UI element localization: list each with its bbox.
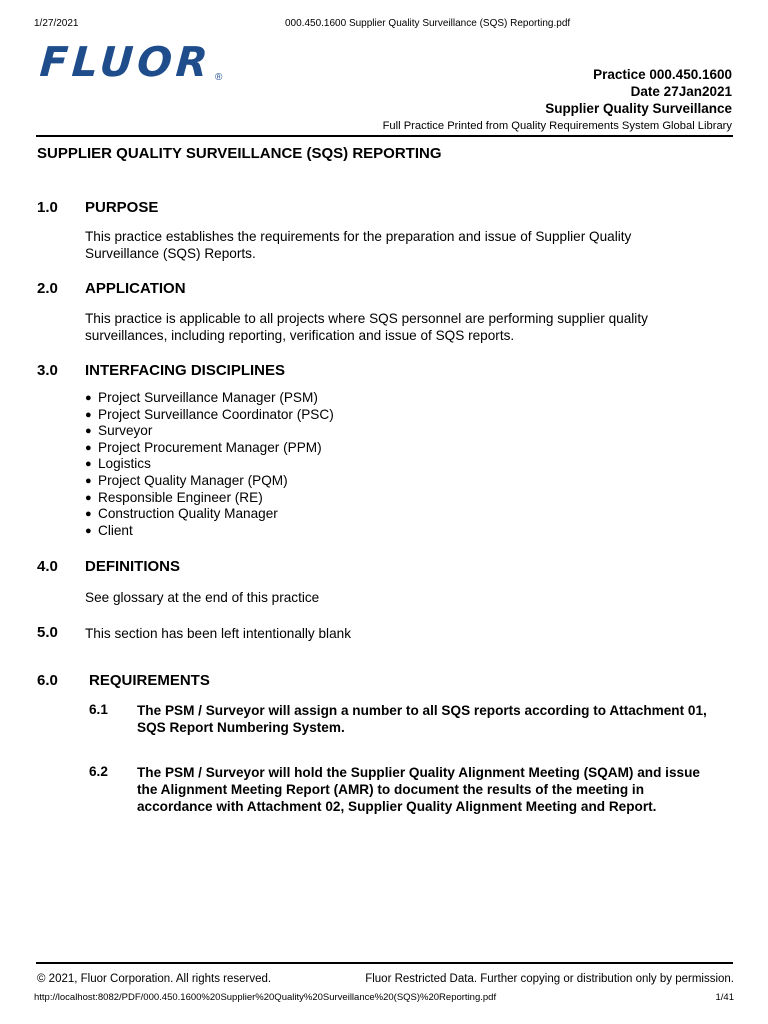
list-item: ● Project Surveillance Manager (PSM): [85, 390, 318, 405]
section-number: 2.0: [37, 280, 58, 297]
section-number: 3.0: [37, 362, 58, 379]
section-heading-interfacing-disciplines: INTERFACING DISCIPLINES: [85, 362, 286, 379]
discipline-list: [82, 390, 334, 539]
section-number: 1.0: [37, 199, 58, 216]
requirement-text-line: the Alignment Meeting Report (AMR) to document the results of the meeting in: [137, 782, 644, 797]
print-file-title: 000.450.1600 Supplier Quality Surveillance (SQS) Reporting.pdf: [285, 18, 571, 29]
document-url: http://localhost:8082/PDF/000.450.1600%20Supplier%20Quality%20Surveillance%20(SQS)%20Reporting.pdf: [34, 992, 497, 1003]
practice-subject: Supplier Quality Surveillance: [545, 101, 732, 116]
list-item: ● Project Surveillance Coordinator (PSC): [85, 406, 334, 422]
section-heading-application: APPLICATION: [85, 280, 186, 297]
header-divider: [36, 135, 733, 137]
print-source-note: Full Practice Printed from Quality Requirements System Global Library: [382, 120, 732, 132]
list-item: ● Project Procurement Manager (PPM): [85, 439, 322, 455]
subsection-number: 6.2: [89, 764, 108, 779]
section-number: 4.0: [37, 558, 58, 575]
purpose-text-line: Surveillance (SQS) Reports.: [85, 246, 256, 261]
document-title: SUPPLIER QUALITY SURVEILLANCE (SQS) REPORTING: [37, 145, 442, 162]
print-date: 1/27/2021: [34, 18, 79, 29]
definitions-text: See glossary at the end of this practice: [85, 590, 320, 605]
list-item: ● Surveyor: [85, 423, 153, 439]
list-item: ● Project Quality Manager (PQM): [85, 472, 288, 488]
purpose-text-line: This practice establishes the requirements for the preparation and issue of Supplier Quality: [85, 229, 632, 244]
page-indicator: 1/41: [715, 992, 734, 1003]
section-number: 6.0: [37, 672, 58, 689]
section-heading-definitions: DEFINITIONS: [85, 558, 181, 575]
list-item: ● Responsible Engineer (RE): [85, 489, 263, 505]
subsection-number: 6.1: [89, 702, 108, 717]
section-number: 5.0: [37, 624, 58, 641]
copyright-notice: © 2021, Fluor Corporation. All rights reserved.: [37, 973, 272, 985]
section-heading-purpose: PURPOSE: [85, 199, 159, 216]
requirement-text-line: The PSM / Surveyor will assign a number to all SQS reports according to Attachment 01,: [137, 703, 707, 718]
practice-number: Practice 000.450.1600: [593, 67, 732, 82]
application-text-line: This practice is applicable to all projects where SQS personnel are performing supplier quality: [85, 311, 648, 326]
application-text-line: surveillances, including reporting, verification and issue of SQS reports.: [85, 328, 515, 343]
requirement-text-line: accordance with Attachment 02, Supplier Quality Alignment Meeting and Report.: [137, 799, 657, 814]
registered-mark: ®: [215, 72, 223, 83]
blank-section-text: This section has been left intentionally blank: [85, 626, 351, 641]
restriction-notice: Fluor Restricted Data. Further copying or distribution only by permission.: [365, 973, 734, 985]
requirement-text-line: SQS Report Numbering System.: [137, 720, 345, 735]
footer-divider: [36, 962, 733, 964]
requirement-text-line: The PSM / Surveyor will hold the Supplier Quality Alignment Meeting (SQAM) and issue: [137, 765, 700, 780]
practice-date: Date 27Jan2021: [630, 84, 732, 99]
list-item: ● Construction Quality Manager: [85, 506, 278, 522]
list-item: ● Client: [85, 522, 133, 538]
fluor-logo: FLUOR: [38, 38, 214, 86]
list-item: ● Logistics: [85, 456, 151, 472]
section-heading-requirements: REQUIREMENTS: [89, 672, 210, 689]
